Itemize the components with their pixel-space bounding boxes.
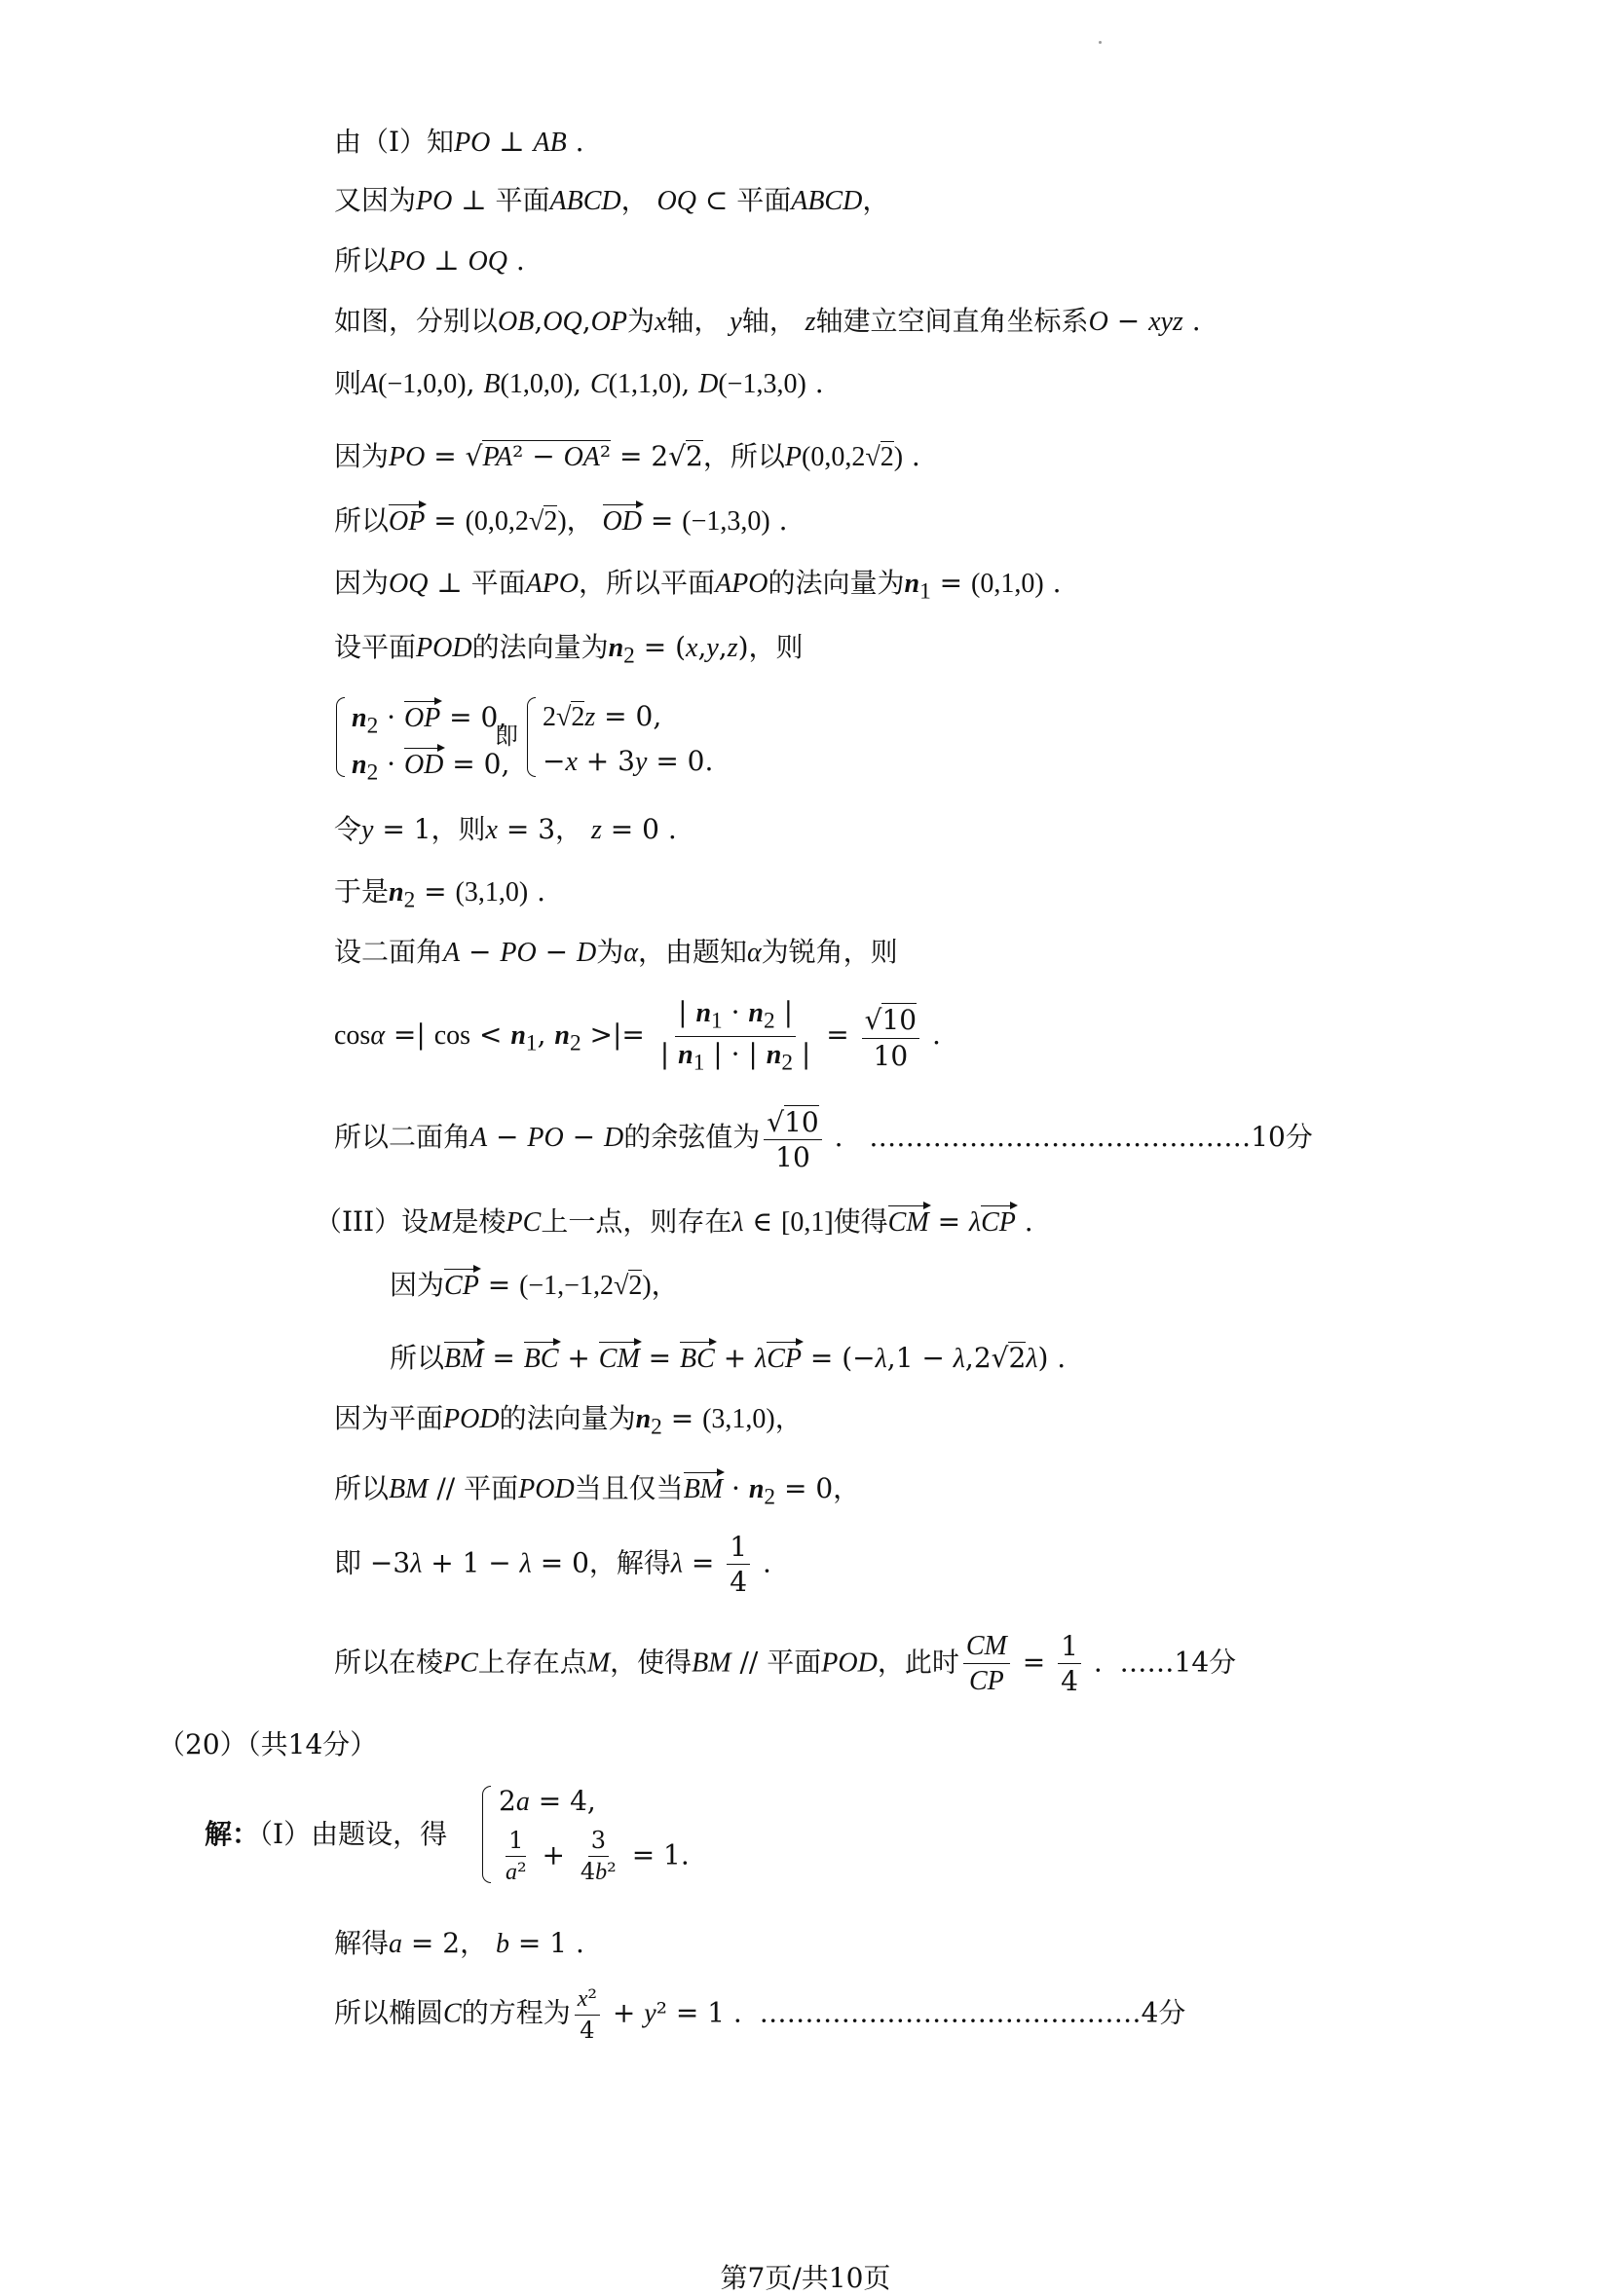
text-line: 因为平面POD的法向量为$n_2 = (3,1,0)$， [334,1402,803,1440]
text-line: 所以BM // 平面POD当且仅当BM · $n_2 = 0$， [334,1472,861,1510]
text-line: 所以二面角A − PO − D的余弦值为 $\frac{√10}{10}$ . ……………………………………10分 [334,1106,1313,1174]
section-heading: （20）（共14分） [158,1728,378,1760]
text-line: 因为OQ ⊥ 平面APO，所以平面APO的法向量为$n_1 = (0,1,0)$ . [334,567,1062,605]
scan-dot [1099,41,1102,44]
equation-system: $n_2$ · OP = 0, $n_2$ · OD = 0, 即 2√2z = 0, −x + 3y = 0. [334,693,743,781]
text-line: 即 −3λ + 1 − λ = 0，解得λ = $\frac{1}{4}$ . [334,1531,771,1599]
text-line: 解得a = 2， b = 1 . [334,1927,584,1959]
text-line: 由（Ⅰ）知PO ⊥ AB . [334,126,584,158]
text-line: 所以PO ⊥ OQ . [334,244,525,277]
page-number: 第7页/共10页 [720,2262,891,2294]
text-line: 于是$n_2 = (3,1,0)$ . [334,875,545,913]
text-line: 因为PO = √PA² − OA² = 2√2，所以P(0,0,2√2) . [334,440,920,472]
text-line: 则A(−1,0,0), B(1,0,0), C(1,1,0), D(−1,3,0) . [334,367,824,399]
text-line: 所以在棱PC上存在点M，使得BM // 平面POD，此时 $\frac{CM}{CP}$ = $\frac{1}{4}$ . ……14分 [334,1630,1237,1698]
text-line: 所以椭圆C的方程为 $\frac{\text{x²}}{4}$ + y² = 1 . ……………………………………4分 [334,1984,1186,2045]
text-line: 所以OP = (0,0,2√2)， OD = (−1,3,0) . [334,504,788,537]
equation-system: 解：（Ⅰ）由题设，得 2a = 4, $\frac{1}{\text{a²}}$ + $\frac{3}{\text{4b²}}$ = 1. [205,1785,690,1886]
text-line: cosα =| $\cos < n_1$, $n_2$ >|= $\frac{| n_1 \cdot n_2 |}{| n_1 | \cdot | n_2 |}$ = $\frac{√10}{10}$ . [334,996,941,1076]
text-line: 如图，分别以OB,OQ,OP为x轴， y轴， z轴建立空间直角坐标系O − xyz . [334,305,1201,337]
text-line: （III）设M是棱PC上一点，则存在λ ∈ [0,1]使得CM = λCP . [315,1205,1033,1238]
text-line: 又因为PO ⊥ 平面ABCD， OQ ⊂ 平面ABCD， [334,184,890,216]
text-line: 令y = 1，则x = 3， z = 0 . [334,813,677,845]
text-line: 设二面角A − PO − D为α，由题知α为锐角，则 [334,936,898,968]
text-line: 设平面POD的法向量为$n_2 = (x,y,z)$，则 [334,631,804,669]
text-line: 所以BM = BC + CM = BC + λCP = (−λ,1 − λ,2√2λ) . [390,1342,1067,1374]
text-line: 因为CP = (−1,−1,2√2)， [390,1269,679,1301]
